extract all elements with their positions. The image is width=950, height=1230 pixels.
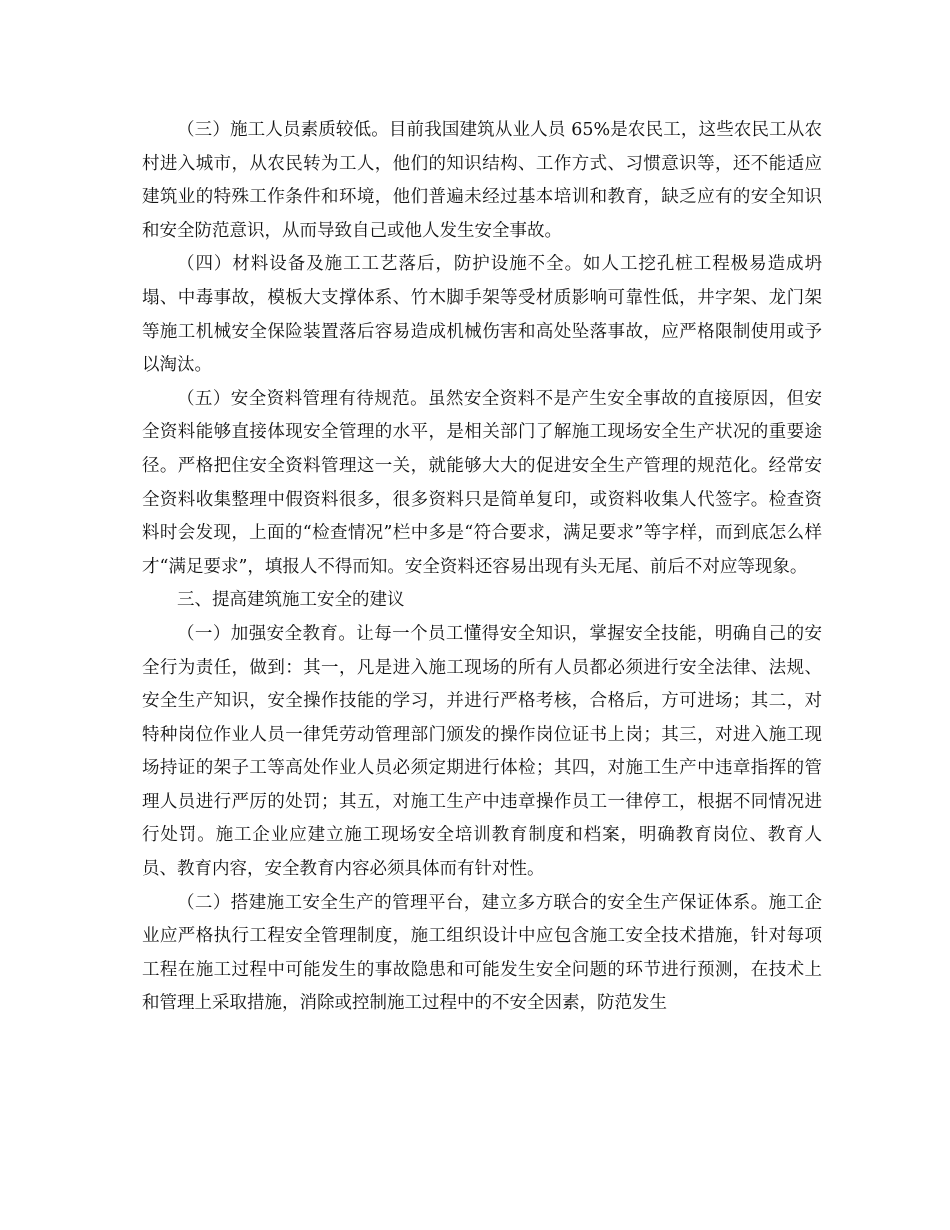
paragraph-safety-records: （五）安全资料管理有待规范。虽然安全资料不是产生安全事故的直接原因，但安全资料能够直接体现安全管理的水平，是相关部门了解施工现场安全生产状况的重要途径。严格把住安全资料管理这一关，就能够大大的促进安全生产管理的规范化。经常安全资料收集整理中假资料很多，很多资料只是简单复印，或资料收集人代签字。检查资料时会发现，上面的“检查情况”栏中多是“符合要求，满足要求”等字样，而到底怎么样才“满足要求”，填报人不得而知。安全资料还容易出现有头无尾、前后不对应等现象。	[142, 388, 822, 577]
section-heading-suggestions: 三、提高建筑施工安全的建议	[177, 590, 405, 611]
paragraph-management-platform: （二）搭建施工安全生产的管理平台，建立多方联合的安全生产保证体系。施工企业应严格执行工程安全管理制度，施工组织设计中应包含施工安全技术措施，针对每项工程在施工过程中可能发生的事故隐患和可能发生安全问题的环节进行预测，在技术上和管理上采取措施，消除或控制施工过程中的不安全因素，防范发生	[142, 892, 822, 1014]
document-body	[142, 114, 822, 1021]
paragraph-personnel-quality: （三）施工人员素质较低。目前我国建筑从业人员 65%是农民工，这些农民工从农村进入城市，从农民转为工人，他们的知识结构、工作方式、习惯意识等，还不能适应建筑业的特殊工作条件和环境，他们普遍未经过基本培训和教育，缺乏应有的安全知识和安全防范意识，从而导致自己或他人发生安全事故。	[142, 120, 822, 241]
paragraph-safety-education: （一）加强安全教育。让每一个员工懂得安全知识，掌握安全技能，明确自己的安全行为责任，做到：其一，凡是进入施工现场的所有人员都必须进行安全法律、法规、安全生产知识，安全操作技能的学习，并进行严格考核，合格后，方可进场；其二，对特种岗位作业人员一律凭劳动管理部门颁发的操作岗位证书上岗；其三，对进入施工现场持证的架子工等高处作业人员必须定期进行体检；其四，对施工生产中违章指挥的管理人员进行严厉的处罚；其五，对施工生产中违章操作员工一律停工，根据不同情况进行处罚。施工企业应建立施工现场安全培训教育制度和档案，明确教育岗位、教育人员、教育内容，安全教育内容必须具体而有针对性。	[142, 623, 822, 880]
paragraph-equipment-process: （四）材料设备及施工工艺落后，防护设施不全。如人工挖孔桩工程极易造成坍塌、中毒事故，模板大支撑体系、竹木脚手架等受材质影响可靠性低，井字架、龙门架等施工机械安全保险装置落后容易造成机械伤害和高处坠落事故，应严格限制使用或予以淘汰。	[142, 254, 822, 376]
